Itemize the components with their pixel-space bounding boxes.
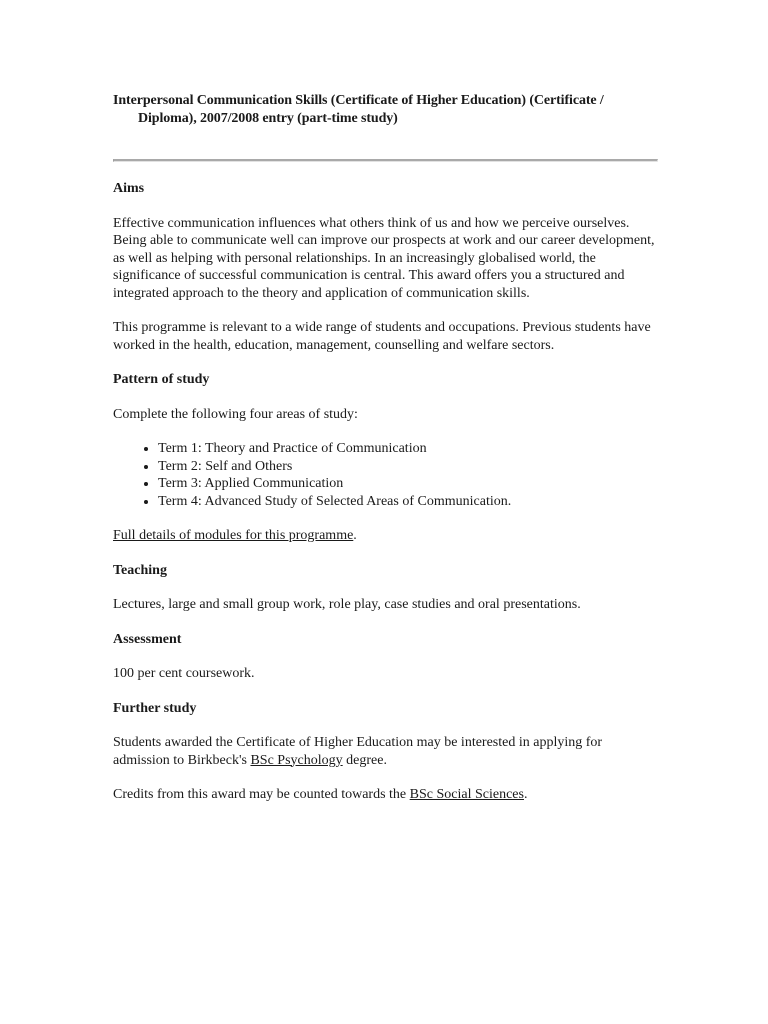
details-suffix: . (353, 528, 357, 543)
credits-text-before: Credits from this award may be counted towards the (113, 787, 410, 802)
document-page (113, 92, 658, 802)
details-paragraph (113, 527, 658, 545)
study-areas-list (113, 440, 658, 510)
assessment-section (113, 631, 658, 683)
document-body (113, 180, 658, 821)
further-study-paragraph-1 (113, 734, 658, 769)
aims-paragraph-2: This programme is relevant to a wide range of students and occupations. Previous students have worked in the health, education, management, counselling and welfare sectors. (113, 320, 651, 353)
further-text-before: Students awarded the Certificate of Higher Education may be interested in applying for admission to Birkbeck's (113, 735, 603, 768)
assessment-text: 100 per cent coursework. (113, 666, 255, 681)
pattern-intro: Complete the following four areas of study: (113, 406, 358, 422)
aims-heading: Aims (113, 181, 145, 196)
list-item: • Term 1: Theory and Practice of Communication (158, 440, 658, 458)
teaching-text: Lectures, large and small group work, role play, case studies and oral presentations. (113, 597, 581, 612)
document-title: Interpersonal Communication Skills (Certificate of Higher Education) (Certificate / Diploma), 2007/2008 entry (part-time study) (113, 93, 604, 126)
further-study-section (113, 700, 658, 804)
horizontal-rule (113, 159, 658, 162)
assessment-heading: Assessment (113, 631, 182, 647)
aims-paragraph-1: Effective communication influences what others think of us and how we perceive ourselves. Being able to communicate well can improve our prospects at work and our career development, as well as helping with personal relationships. In an increasingly globalised world, the significance of successful communication is central. This award offers you a structured and integrated approach to the theory and application of communication skills. (113, 215, 655, 301)
teaching-heading: Teaching (113, 562, 167, 578)
list-item: • Term 2: Self and Others (158, 458, 658, 476)
bsc-social-sciences-link[interactable]: BSc Social Sciences (409, 787, 524, 802)
pattern-section (113, 371, 658, 545)
teaching-section (113, 562, 658, 614)
pattern-heading: Pattern of study (113, 372, 210, 387)
further-study-paragraph-2 (113, 786, 658, 804)
further-study-heading: Further study (113, 700, 197, 716)
list-item: • Term 3: Applied Communication (158, 475, 658, 493)
list-item: • Term 4: Advanced Study of Selected Areas of Communication. (158, 493, 658, 511)
credits-text-after: . (523, 787, 528, 802)
bsc-psychology-link[interactable]: BSc Psychology (250, 752, 343, 768)
aims-section (113, 180, 658, 354)
full-details-link[interactable]: Full details of modules for this programme (113, 528, 354, 543)
further-text-after: degree. (342, 752, 387, 768)
